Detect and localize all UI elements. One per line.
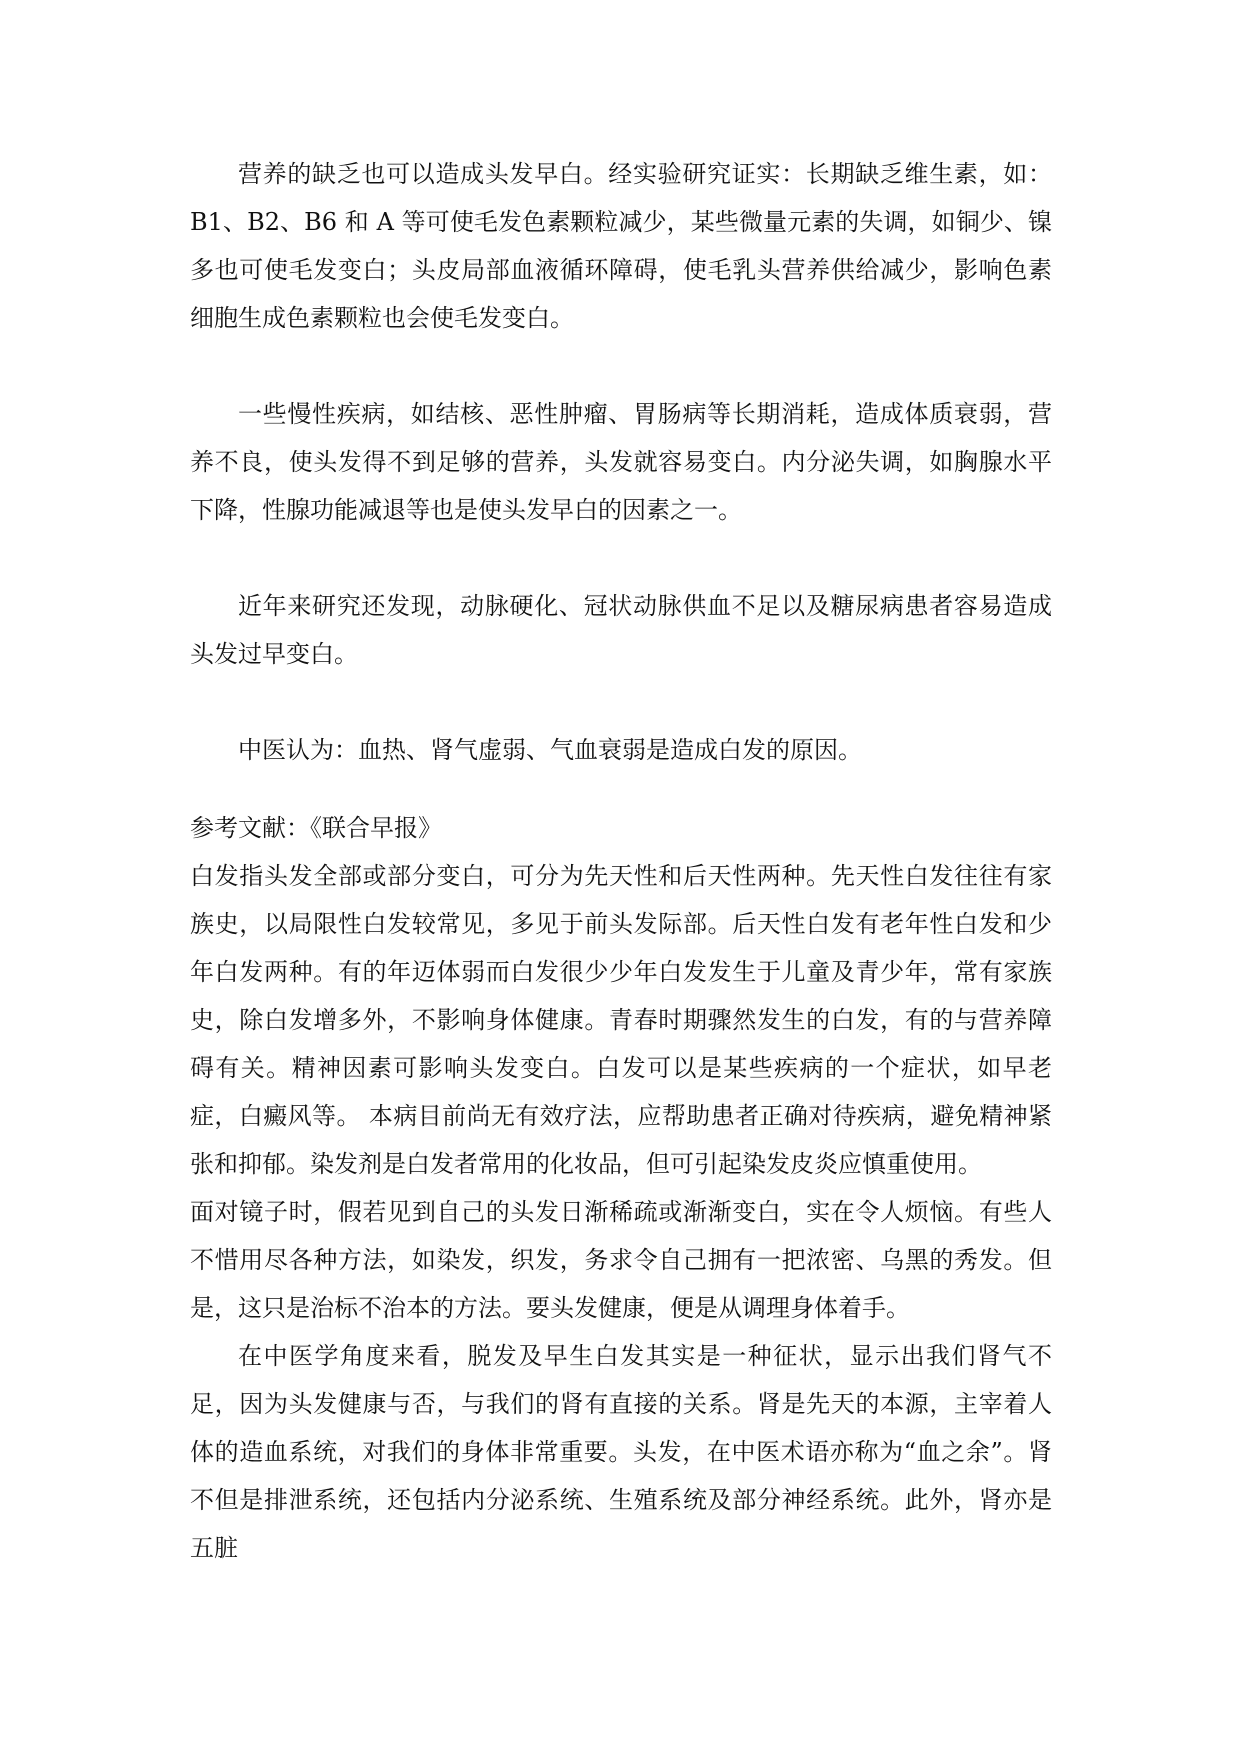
- paragraph-tcm-view: 中医认为：血热、肾气虚弱、气血衰弱是造成白发的原因。: [238, 736, 862, 764]
- paragraph-nutrition: 营养的缺乏也可以造成头发早白。经实验研究证实：长期缺乏维生素，如：B1、B2、B6 和 A 等可使毛发色素颗粒减少，某些微量元素的失调，如铜少、镍多也可使毛发变白；头皮局部血液循环障碍，使毛乳头营养供给减少，影响色素细胞生成色素颗粒也会使毛发变白。: [190, 160, 1052, 332]
- paragraph-mirror: 面对镜子时，假若见到自己的头发日渐稀疏或渐渐变白，实在令人烦恼。有些人不惜用尽各种方法，如染发，织发，务求令自己拥有一把浓密、乌黑的秀发。但是，这只是治标不治本的方法。要头发健康，便是从调理身体着手。: [190, 1198, 1052, 1322]
- paragraph-chronic-disease: 一些慢性疾病，如结核、恶性肿瘤、胃肠病等长期消耗，造成体质衰弱，营养不良，使头发得不到足够的营养，头发就容易变白。内分泌失调，如胸腺水平下降，性腺功能减退等也是使头发早白的因素之一。: [190, 400, 1052, 524]
- paragraph-tcm-kidney: 在中医学角度来看，脱发及早生白发其实是一种征状，显示出我们肾气不足，因为头发健康与否，与我们的肾有直接的关系。肾是先天的本源，主宰着人体的造血系统，对我们的身体非常重要。头发，在中医术语亦称为“血之余”。肾不但是排泄系统，还包括内分泌系统、生殖系统及部分神经系统。此外，肾亦是五脏: [190, 1342, 1052, 1562]
- reference-line: 参考文献：《联合早报》: [190, 814, 442, 842]
- paragraph-white-hair-overview: 白发指头发全部或部分变白，可分为先天性和后天性两种。先天性白发往往有家族史，以局限性白发较常见，多见于前头发际部。后天性白发有老年性白发和少年白发两种。有的年迈体弱而白发很少少年白发发生于儿童及青少年，常有家族史，除白发增多外，不影响身体健康。青春时期骤然发生的白发，有的与营养障碍有关。精神因素可影响头发变白。白发可以是某些疾病的一个症状，如早老症，白癜风等。 本病目前尚无有效疗法，应帮助患者正确对待疾病，避免精神紧张和抑郁。染发剂是白发者常用的化妆品，但可引起染发皮炎应慎重使用。: [190, 862, 1052, 1178]
- document-page: [190, 150, 1052, 1572]
- paragraph-recent-research: 近年来研究还发现，动脉硬化、冠状动脉供血不足以及糖尿病患者容易造成头发过早变白。: [190, 592, 1052, 668]
